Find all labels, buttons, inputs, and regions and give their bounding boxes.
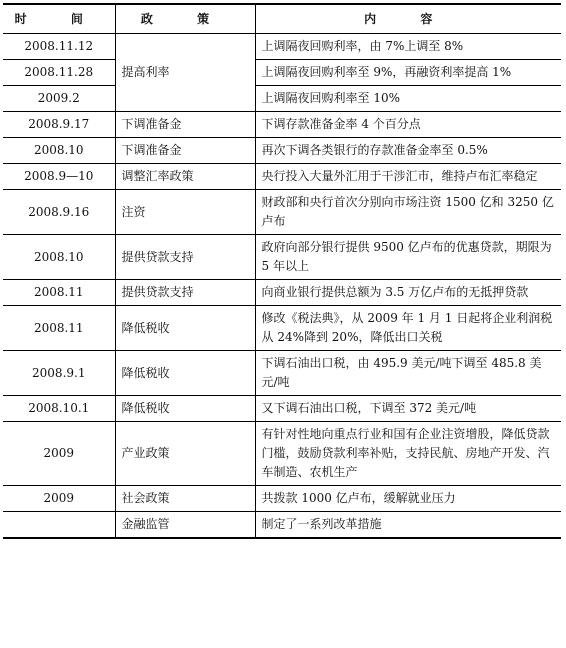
cell-content: 上调隔夜回购利率，由 7%上调至 8%: [255, 34, 561, 60]
policy-table: [3, 3, 561, 539]
cell-policy: 提高利率: [115, 34, 255, 112]
cell-time: 2008.11: [3, 280, 115, 306]
cell-time: [3, 512, 115, 539]
cell-policy: 提供贷款支持: [115, 235, 255, 280]
table-row: [3, 396, 561, 422]
table-row: [3, 280, 561, 306]
header-row: [3, 4, 561, 34]
cell-content: 制定了一系列改革措施: [255, 512, 561, 539]
table-row: [3, 422, 561, 486]
cell-time: 2008.11.28: [3, 60, 115, 86]
cell-time: 2008.9.1: [3, 351, 115, 396]
cell-content: 再次下调各类银行的存款准备金率至 0.5%: [255, 138, 561, 164]
cell-policy: 社会政策: [115, 486, 255, 512]
header-time: 时 间: [3, 4, 115, 34]
cell-policy: 金融监管: [115, 512, 255, 539]
cell-policy: 降低税收: [115, 306, 255, 351]
table-row: [3, 351, 561, 396]
cell-content: 有针对性地向重点行业和国有企业注资增股，降低贷款门槛，鼓励贷款利率补贴，支持民航、房地产开发、汽车制造、农机生产: [255, 422, 561, 486]
cell-content: 上调隔夜回购利率至 10%: [255, 86, 561, 112]
cell-policy: 降低税收: [115, 396, 255, 422]
cell-time: 2008.9.17: [3, 112, 115, 138]
table-row: [3, 306, 561, 351]
cell-time: 2009.2: [3, 86, 115, 112]
cell-time: 2008.10: [3, 235, 115, 280]
table-row: [3, 86, 561, 112]
cell-content: 上调隔夜回购利率至 9%，再融资利率提高 1%: [255, 60, 561, 86]
cell-content: 共拨款 1000 亿卢布，缓解就业压力: [255, 486, 561, 512]
cell-time: 2009: [3, 486, 115, 512]
cell-content: 政府向部分银行提供 9500 亿卢布的优惠贷款，期限为 5 年以上: [255, 235, 561, 280]
cell-content: 下调存款准备金率 4 个百分点: [255, 112, 561, 138]
cell-content: 央行投入大量外汇用于干涉汇市，维持卢布汇率稳定: [255, 164, 561, 190]
table-row: [3, 486, 561, 512]
cell-time: 2009: [3, 422, 115, 486]
header-content: 内 容: [255, 4, 561, 34]
cell-policy: 降低税收: [115, 351, 255, 396]
cell-policy: 调整汇率政策: [115, 164, 255, 190]
table-row: [3, 112, 561, 138]
header-policy: 政 策: [115, 4, 255, 34]
cell-policy: 下调准备金: [115, 112, 255, 138]
cell-content: 修改《税法典》，从 2009 年 1 月 1 日起将企业利润税从 24%降到 20%，降低出口关税: [255, 306, 561, 351]
cell-policy: 提供贷款支持: [115, 280, 255, 306]
cell-content: 向商业银行提供总额为 3.5 万亿卢布的无抵押贷款: [255, 280, 561, 306]
cell-time: 2008.9.16: [3, 190, 115, 235]
cell-policy: 下调准备金: [115, 138, 255, 164]
cell-content: 又下调石油出口税，下调至 372 美元/吨: [255, 396, 561, 422]
table-row: [3, 138, 561, 164]
cell-time: 2008.10: [3, 138, 115, 164]
cell-time: 2008.11: [3, 306, 115, 351]
cell-content: 财政部和央行首次分别向市场注资 1500 亿和 3250 亿卢布: [255, 190, 561, 235]
table-row: [3, 34, 561, 60]
table-row: [3, 190, 561, 235]
table-row: [3, 60, 561, 86]
table-row: [3, 512, 561, 539]
table-row: [3, 164, 561, 190]
cell-policy: 产业政策: [115, 422, 255, 486]
table-row: [3, 235, 561, 280]
cell-policy: 注资: [115, 190, 255, 235]
cell-time: 2008.11.12: [3, 34, 115, 60]
cell-time: 2008.10.1: [3, 396, 115, 422]
cell-content: 下调石油出口税，由 495.9 美元/吨下调至 485.8 美元/吨: [255, 351, 561, 396]
cell-time: 2008.9—10: [3, 164, 115, 190]
